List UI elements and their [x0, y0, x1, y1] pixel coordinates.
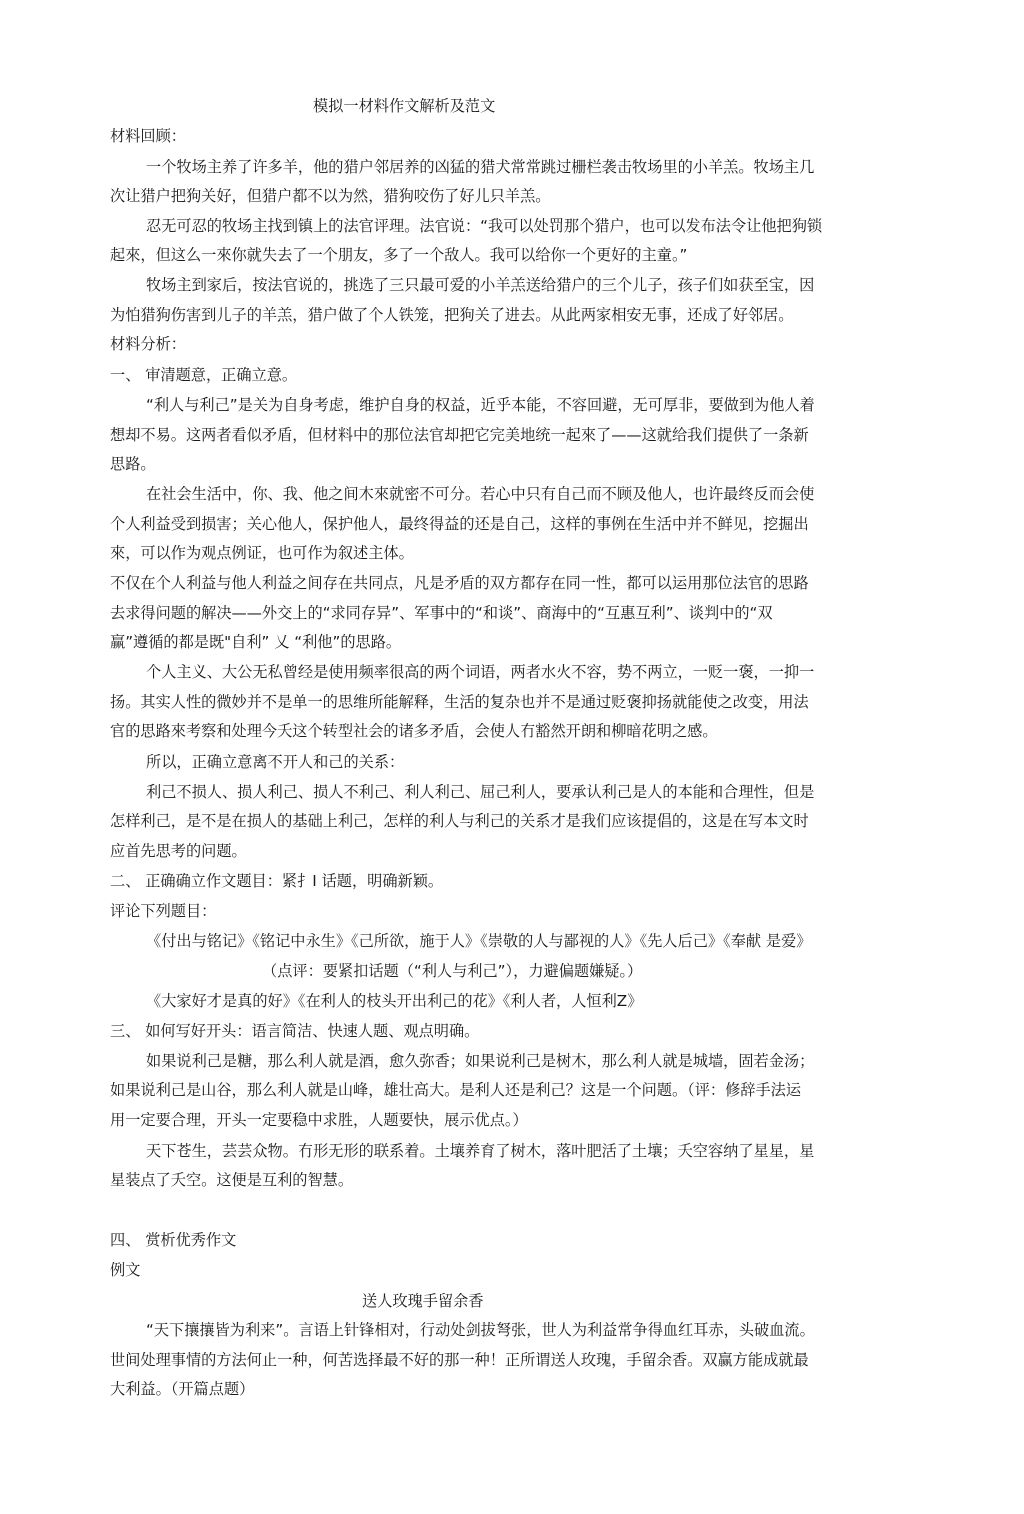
- text-line: 如果说利己是山谷，那么利人就是山峰，雄壮高大。是利人还是利己？这是一个问题。（评：修辞手法运: [110, 1081, 802, 1099]
- text-line: 星装点了夭空。这便是互利的智慧。: [110, 1171, 353, 1189]
- text-line: 不仅在个人利益与他人利益之间存在共同点，凡是矛盾的双方都存在同一性，都可以运用那位法官的思路: [110, 574, 809, 592]
- text-line: 在社会生活中，你、我、他之间木來就密不可分。若心中只有自己而不顾及他人，也许最终反而会使: [146, 485, 815, 503]
- text-line: “利人与利己”是关为自身考虑，维护自身的权益，近乎本能，不容回避，无可厚非，要做到为他人着: [146, 396, 815, 414]
- text-line: 牧场主到家后，按法官说的，挑选了三只最可爱的小羊羔送给猎户的三个儿子，孩子们如获至宝，因: [146, 276, 815, 294]
- text-line: 《大家好才是真的好》《在利人的枝头开出利己的花》《利人者，人恒利Z》: [146, 992, 643, 1010]
- text-line: （点评：要紧扣话题（“利人与利己”），力避偏题嫌疑。）: [262, 962, 643, 980]
- text-line: 个人主义、大公无私曾经是使用频率很高的两个词语，两者水火不容，势不两立，一贬一褒，一抑一: [146, 663, 815, 681]
- text-line: 材料分析：: [110, 335, 186, 353]
- text-line: 《付出与铭记》《铭记中永生》《己所欲，施于人》《崇敬的人与鄙视的人》《先人后己》《奉献 是爱》: [146, 932, 812, 950]
- text-line: 利己不损人、损人利己、损人不利己、利人利己、屈己利人，要承认利己是人的本能和合理性，但是: [146, 783, 815, 801]
- text-line: 世间处理事情的方法何止一种，何苦选择最不好的那一种！正所谓送人玫瑰，手留余香。双赢方能成就最: [110, 1351, 809, 1369]
- text-line: 官的思路來考察和处理今夭这个转型社会的诸多矛盾，会使人冇豁然开朗和柳暗花明之感。: [110, 722, 718, 740]
- text-line: 大利益。（开篇点题）: [110, 1380, 255, 1398]
- text-line: 评论下列题目：: [110, 902, 217, 920]
- text-line: 个人利益受到损害；关心他人，保护他人，最终得益的还是自己，这样的事例在生活中并不鲜见，挖掘出: [110, 515, 809, 533]
- text-line: 材料回顾：: [110, 127, 186, 145]
- text-line: 去求得问题的解决——外交上的“求同存异”、军事中的“和谈”、商海中的“互惠互利”、谈判中的“双: [110, 604, 773, 622]
- text-line: 怎样利己，是不是在损人的基础上利己，怎样的利人与利己的关系才是我们应该提倡的，这是在写本文时: [110, 812, 809, 830]
- text-line: 扬。其实人性的微妙并不是单一的思维所能解释，生活的复杂也并不是通过贬褒抑扬就能使之改变，用法: [110, 693, 809, 711]
- text-line: 赢”遵循的都是既"自利” 乂 “利他”的思路。: [110, 633, 402, 651]
- text-line: 如果说利己是糖，那么利人就是酒，愈久弥香；如果说利己是树木，那么利人就是城墙，固若金汤；: [146, 1052, 815, 1070]
- text-line: 思路。: [110, 455, 156, 473]
- text-line: 起來，但这么一來你就失去了一个朋友，多了一个敌人。我可以给你一个更好的主童。”: [110, 246, 688, 264]
- section-heading: 一、 审清题意，正确立意。: [110, 366, 298, 384]
- text-line: “天下攘攘皆为利来”。言语上针锋相对，行动处剑拔弩张，世人为利益常争得血红耳赤，头破血流。: [146, 1321, 815, 1339]
- text-line: 想却不易。这两者看似矛盾，但材料中的那位法官却把它完美地统一起來了——这就给我们提供了一条新: [110, 426, 809, 444]
- text-line: 忍无可忍的牧场主找到镇上的法官评理。法官说：“我可以处罚那个猎户，也可以发布法令让他把狗锁: [146, 217, 823, 235]
- text-line: 例文: [110, 1261, 141, 1279]
- text-line: 一个牧场主养了许多羊，他的猎户邻居养的凶猛的猎犬常常跳过栅栏袭击牧场里的小羊羔。牧场主几: [146, 158, 815, 176]
- text-line: 为怕猎狗伤害到儿子的羊羔，猎户做了个人铁笼，把狗关了进去。从此两家相安无事，还成了好邻居。: [110, 306, 794, 324]
- text-line: 天下苍生，芸芸众物。冇形无形的联系着。土壤养育了树木，落叶肥活了土壤；夭空容纳了星星，星: [146, 1142, 815, 1160]
- section-heading: 二、 正确确立作文题目：紧扌I 话题，明确新颖。: [110, 872, 444, 890]
- section-heading: 四、 赏析优秀作文: [110, 1231, 237, 1249]
- essay-title: 送人玫瑰手留余香: [362, 1292, 484, 1310]
- text-line: 來，可以作为观点例证，也可作为叙述主体。: [110, 544, 414, 562]
- section-heading: 三、 如何写好开头：语言简洁、快速人题、观点明确。: [110, 1022, 480, 1040]
- text-line: 所以，正确立意离不开人和己的关系：: [146, 753, 405, 771]
- text-line: 次让猎户把狗关好，但猎户都不以为然，猎狗咬伤了好儿只羊羔。: [110, 187, 551, 205]
- text-line: 用一定要合理，开头一定要稳中求胜，人题要快，展示优点。）: [110, 1111, 528, 1129]
- text-line: 应首先思考的问题。: [110, 842, 247, 860]
- document-title: 模拟一材料作文解析及范文: [313, 97, 496, 115]
